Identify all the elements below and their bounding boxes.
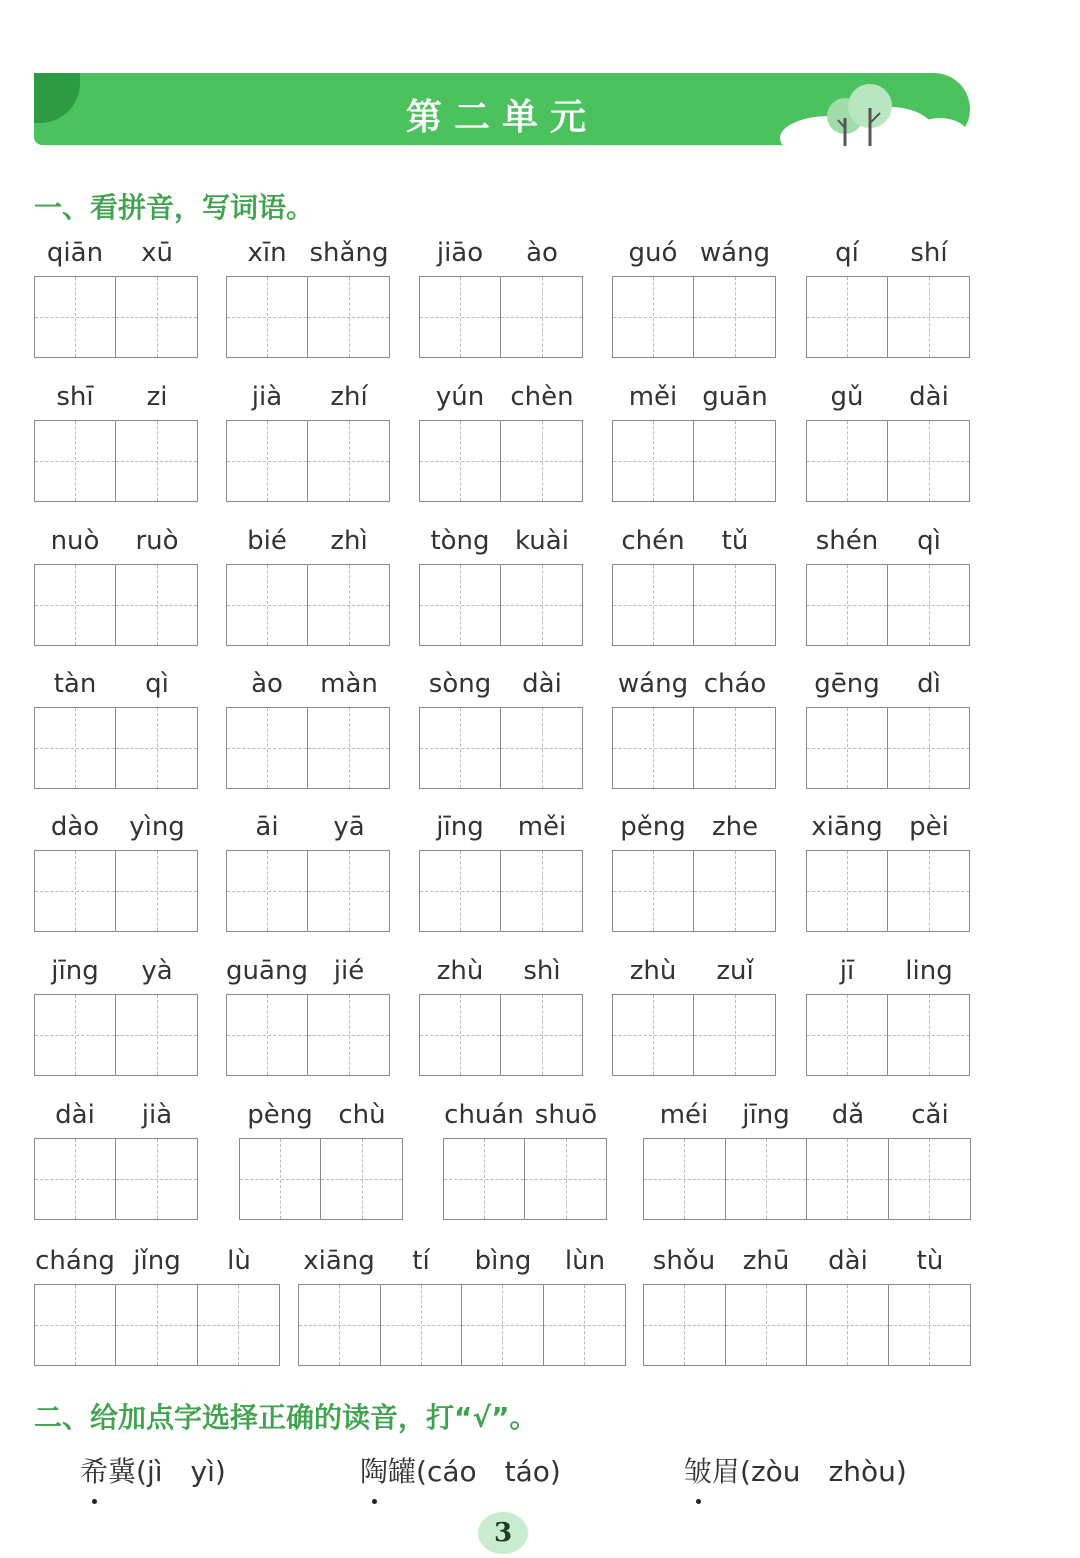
- pinyin-syllable: qì: [917, 526, 941, 556]
- writing-grid: [612, 564, 776, 646]
- writing-cell[interactable]: [227, 851, 308, 931]
- pinyin-syllable: tàn: [53, 669, 97, 699]
- pinyin-syllable: méi: [659, 1100, 709, 1130]
- writing-cell[interactable]: [889, 1139, 971, 1219]
- pinyin-syllable: chén: [621, 526, 685, 556]
- writing-cell[interactable]: [501, 565, 582, 645]
- reading-choice-item-3[interactable]: [684, 1450, 907, 1490]
- writing-cell[interactable]: [420, 708, 501, 788]
- writing-cell[interactable]: [807, 995, 888, 1075]
- writing-grid: [419, 707, 583, 789]
- pinyin-syllable: cháo: [703, 669, 767, 699]
- char: 罐: [388, 1455, 417, 1488]
- char: 眉: [712, 1455, 741, 1488]
- writing-cell[interactable]: [807, 277, 888, 357]
- writing-cell[interactable]: [116, 421, 197, 501]
- writing-cell[interactable]: [227, 995, 308, 1075]
- writing-cell[interactable]: [807, 708, 888, 788]
- writing-cell[interactable]: [807, 1139, 889, 1219]
- writing-grid: [34, 276, 198, 358]
- pinyin-syllable: shén: [815, 526, 879, 556]
- writing-cell[interactable]: [35, 995, 116, 1075]
- pinyin-syllable: bìng: [474, 1246, 532, 1276]
- writing-cell[interactable]: [35, 1285, 116, 1365]
- pinyin-syllable: dì: [917, 669, 941, 699]
- writing-grid: [226, 276, 390, 358]
- writing-cell[interactable]: [227, 708, 308, 788]
- pinyin-syllable: tòng: [430, 526, 490, 556]
- pinyin-syllable: gēng: [814, 669, 880, 699]
- pinyin-syllable: ruò: [135, 526, 179, 556]
- writing-cell[interactable]: [420, 277, 501, 357]
- pinyin-syllable: yā: [333, 812, 365, 842]
- writing-grid: [226, 994, 390, 1076]
- writing-cell[interactable]: [227, 421, 308, 501]
- pinyin-syllable: shī: [56, 382, 94, 412]
- char: 冀: [108, 1455, 137, 1488]
- pinyin-syllable: dài: [828, 1246, 868, 1276]
- writing-grid: [806, 994, 970, 1076]
- writing-grid: [806, 850, 970, 932]
- pinyin-syllable: xīn: [247, 238, 287, 268]
- writing-grid: [612, 994, 776, 1076]
- writing-cell[interactable]: [308, 851, 389, 931]
- emphasis-dot: [696, 1499, 701, 1504]
- pinyin-syllable: shǎng: [309, 238, 389, 268]
- writing-cell[interactable]: [525, 1139, 606, 1219]
- pinyin-syllable: jīng: [742, 1100, 790, 1130]
- pinyin-syllable: yìng: [129, 812, 185, 842]
- pinyin-syllable: lùn: [564, 1246, 606, 1276]
- writing-cell[interactable]: [227, 277, 308, 357]
- writing-cell[interactable]: [694, 421, 775, 501]
- writing-cell[interactable]: [35, 565, 116, 645]
- pinyin-syllable: jīng: [51, 956, 99, 986]
- writing-grid: [419, 276, 583, 358]
- pinyin-syllable: qì: [145, 669, 169, 699]
- writing-grid: [806, 707, 970, 789]
- pinyin-syllable: cháng: [35, 1246, 115, 1276]
- writing-cell[interactable]: [613, 421, 694, 501]
- pinyin-syllable: chù: [338, 1100, 386, 1130]
- writing-cell[interactable]: [35, 277, 116, 357]
- pinyin-syllable: ào: [526, 238, 558, 268]
- writing-cell[interactable]: [644, 1139, 726, 1219]
- writing-cell[interactable]: [644, 1285, 726, 1365]
- pinyin-syllable: pěng: [620, 812, 686, 842]
- pinyin-syllable: āi: [255, 812, 279, 842]
- writing-cell[interactable]: [420, 565, 501, 645]
- pinyin-syllable: chuán: [444, 1100, 524, 1130]
- writing-cell[interactable]: [889, 1285, 971, 1365]
- writing-grid: [239, 1138, 403, 1220]
- writing-cell[interactable]: [501, 708, 582, 788]
- writing-cell[interactable]: [116, 851, 197, 931]
- pinyin-syllable: jià: [251, 382, 283, 412]
- writing-grid: [226, 850, 390, 932]
- writing-cell[interactable]: [420, 995, 501, 1075]
- writing-cell[interactable]: [694, 277, 775, 357]
- pinyin-syllable: gǔ: [830, 382, 864, 412]
- pinyin-syllable: qí: [835, 238, 859, 268]
- pinyin-syllable: bié: [247, 526, 287, 556]
- writing-grid: [34, 564, 198, 646]
- writing-grid: [34, 1284, 280, 1366]
- pinyin-syllable: shì: [523, 956, 561, 986]
- writing-grid: [419, 850, 583, 932]
- writing-cell[interactable]: [807, 565, 888, 645]
- pinyin-syllable: nuò: [50, 526, 100, 556]
- emphasis-dot: [372, 1499, 377, 1504]
- writing-cell[interactable]: [726, 1139, 808, 1219]
- writing-cell[interactable]: [888, 277, 969, 357]
- writing-grid: [34, 994, 198, 1076]
- writing-cell[interactable]: [501, 851, 582, 931]
- pinyin-syllable: tí: [412, 1246, 430, 1276]
- pinyin-syllable: cǎi: [911, 1100, 949, 1130]
- section2-title: 二、给加点字选择正确的读音，打“√”。: [34, 1401, 538, 1434]
- dotted-char: 陶: [360, 1450, 388, 1490]
- writing-grid: [419, 420, 583, 502]
- writing-grid: [34, 1138, 198, 1220]
- writing-cell[interactable]: [116, 995, 197, 1075]
- writing-grid: [612, 850, 776, 932]
- writing-grid: [806, 276, 970, 358]
- emphasis-dot: [92, 1499, 97, 1504]
- pinyin-syllable: pèng: [247, 1100, 313, 1130]
- pinyin-syllable: lù: [227, 1246, 251, 1276]
- pinyin-syllable: dǎ: [831, 1100, 865, 1130]
- writing-cell[interactable]: [888, 851, 969, 931]
- writing-grid: [806, 420, 970, 502]
- writing-grid: [298, 1284, 626, 1366]
- writing-cell[interactable]: [381, 1285, 463, 1365]
- pinyin-syllable: zi: [146, 382, 168, 412]
- writing-grid: [806, 564, 970, 646]
- pinyin-syllable: zhù: [629, 956, 677, 986]
- pinyin-syllable: dài: [522, 669, 562, 699]
- writing-cell[interactable]: [694, 565, 775, 645]
- pinyin-syllable: shí: [910, 238, 948, 268]
- reading-options[interactable]: (cáo táo): [416, 1455, 561, 1488]
- pinyin-syllable: jī: [839, 956, 855, 986]
- writing-cell[interactable]: [613, 277, 694, 357]
- pinyin-syllable: xiāng: [811, 812, 883, 842]
- writing-cell[interactable]: [35, 851, 116, 931]
- pinyin-syllable: ào: [251, 669, 283, 699]
- writing-cell[interactable]: [726, 1285, 808, 1365]
- dotted-char: 希: [80, 1450, 108, 1490]
- writing-cell[interactable]: [116, 1285, 197, 1365]
- pinyin-syllable: shuō: [534, 1100, 598, 1130]
- dotted-char: 皱: [684, 1450, 712, 1490]
- writing-cell[interactable]: [462, 1285, 544, 1365]
- writing-grid: [226, 564, 390, 646]
- pinyin-syllable: měi: [628, 382, 678, 412]
- pinyin-syllable: yà: [141, 956, 173, 986]
- writing-grid: [34, 707, 198, 789]
- writing-cell[interactable]: [613, 995, 694, 1075]
- pinyin-syllable: měi: [517, 812, 567, 842]
- unit-title: 第二单元: [405, 97, 598, 138]
- writing-cell[interactable]: [308, 995, 389, 1075]
- writing-grid: [612, 420, 776, 502]
- pinyin-syllable: zhù: [436, 956, 484, 986]
- writing-cell[interactable]: [321, 1139, 402, 1219]
- pinyin-syllable: zhí: [330, 382, 368, 412]
- writing-cell[interactable]: [807, 851, 888, 931]
- writing-cell[interactable]: [694, 851, 775, 931]
- pinyin-syllable: jiāo: [436, 238, 484, 268]
- writing-cell[interactable]: [240, 1139, 321, 1219]
- writing-cell[interactable]: [35, 708, 116, 788]
- writing-cell[interactable]: [35, 1139, 116, 1219]
- writing-cell[interactable]: [116, 277, 197, 357]
- writing-cell[interactable]: [420, 421, 501, 501]
- writing-cell[interactable]: [308, 421, 389, 501]
- writing-cell[interactable]: [308, 277, 389, 357]
- writing-cell[interactable]: [613, 708, 694, 788]
- writing-cell[interactable]: [35, 421, 116, 501]
- pinyin-syllable: tù: [916, 1246, 944, 1276]
- writing-grid: [419, 994, 583, 1076]
- writing-grid: [643, 1138, 971, 1220]
- pinyin-syllable: zuǐ: [716, 956, 754, 986]
- pinyin-syllable: màn: [320, 669, 378, 699]
- writing-cell[interactable]: [198, 1285, 279, 1365]
- pinyin-syllable: xū: [141, 238, 173, 268]
- pinyin-syllable: dào: [50, 812, 100, 842]
- writing-cell[interactable]: [888, 565, 969, 645]
- pinyin-syllable: guāng: [226, 956, 308, 986]
- pinyin-syllable: tǔ: [721, 526, 749, 556]
- writing-cell[interactable]: [888, 708, 969, 788]
- pinyin-syllable: wáng: [699, 238, 771, 268]
- writing-grid: [34, 850, 198, 932]
- writing-cell[interactable]: [444, 1139, 525, 1219]
- writing-cell[interactable]: [227, 565, 308, 645]
- writing-cell[interactable]: [501, 277, 582, 357]
- writing-cell[interactable]: [116, 708, 197, 788]
- page-number: 3: [478, 1512, 528, 1554]
- pinyin-syllable: chèn: [510, 382, 574, 412]
- writing-cell[interactable]: [888, 995, 969, 1075]
- pinyin-syllable: zhì: [330, 526, 368, 556]
- pinyin-syllable: kuài: [515, 526, 569, 556]
- reading-options[interactable]: (jì yì): [136, 1455, 226, 1488]
- pinyin-syllable: xiāng: [303, 1246, 375, 1276]
- pinyin-syllable: jià: [141, 1100, 173, 1130]
- pinyin-syllable: jié: [333, 956, 365, 986]
- pinyin-syllable: wáng: [617, 669, 689, 699]
- pinyin-syllable: pèi: [909, 812, 949, 842]
- writing-cell[interactable]: [501, 995, 582, 1075]
- writing-cell[interactable]: [613, 851, 694, 931]
- reading-choice-item-1[interactable]: [80, 1450, 226, 1490]
- pinyin-syllable: dài: [909, 382, 949, 412]
- pinyin-syllable: zhū: [742, 1246, 790, 1276]
- section1-title: 一、看拼音，写词语。: [34, 191, 315, 224]
- writing-grid: [443, 1138, 607, 1220]
- writing-grid: [34, 420, 198, 502]
- writing-cell[interactable]: [544, 1285, 626, 1365]
- pinyin-syllable: jǐng: [133, 1246, 181, 1276]
- writing-cell[interactable]: [299, 1285, 381, 1365]
- pinyin-syllable: guān: [702, 382, 768, 412]
- writing-grid: [226, 420, 390, 502]
- pinyin-syllable: ling: [905, 956, 953, 986]
- writing-cell[interactable]: [888, 421, 969, 501]
- pinyin-syllable: guó: [628, 238, 678, 268]
- writing-cell[interactable]: [501, 421, 582, 501]
- pinyin-syllable: yún: [435, 382, 485, 412]
- reading-choice-item-2[interactable]: [360, 1450, 561, 1490]
- pinyin-syllable: sòng: [428, 669, 492, 699]
- writing-cell[interactable]: [613, 565, 694, 645]
- writing-grid: [643, 1284, 971, 1366]
- writing-grid: [226, 707, 390, 789]
- writing-grid: [612, 707, 776, 789]
- pinyin-syllable: zhe: [711, 812, 759, 842]
- tree-icon: [770, 78, 970, 148]
- pinyin-syllable: shǒu: [652, 1246, 716, 1276]
- writing-cell[interactable]: [694, 995, 775, 1075]
- writing-cell[interactable]: [116, 1139, 197, 1219]
- pinyin-syllable: dài: [55, 1100, 95, 1130]
- writing-grid: [419, 564, 583, 646]
- writing-cell[interactable]: [694, 708, 775, 788]
- writing-cell[interactable]: [308, 708, 389, 788]
- writing-cell[interactable]: [807, 1285, 889, 1365]
- writing-cell[interactable]: [116, 565, 197, 645]
- pinyin-syllable: jīng: [436, 812, 484, 842]
- writing-cell[interactable]: [420, 851, 501, 931]
- writing-grid: [612, 276, 776, 358]
- reading-options[interactable]: (zòu zhòu): [740, 1455, 907, 1488]
- writing-cell[interactable]: [308, 565, 389, 645]
- writing-cell[interactable]: [807, 421, 888, 501]
- pinyin-syllable: qiān: [46, 238, 104, 268]
